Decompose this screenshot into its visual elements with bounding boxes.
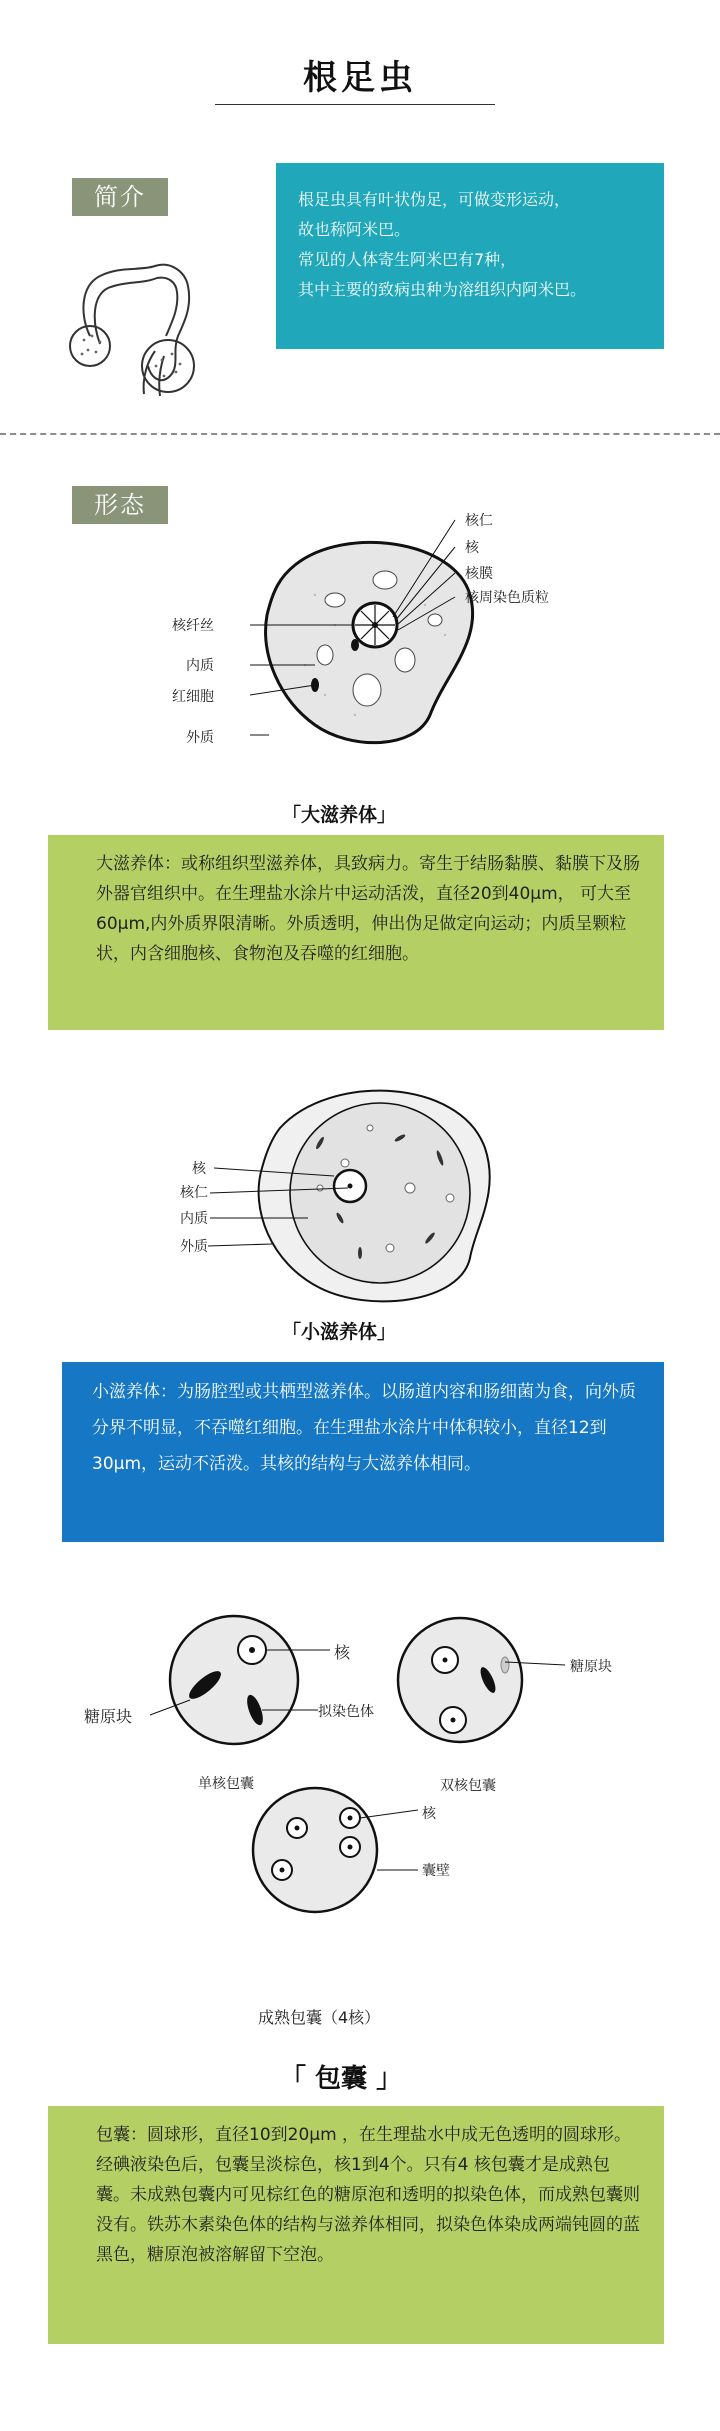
intro-text-box bbox=[276, 163, 664, 349]
label-nucleus: 核 bbox=[192, 1161, 206, 1177]
label-cyst-nucleus-mature: 核 bbox=[422, 1806, 436, 1822]
small-trophozoite-illustration bbox=[250, 1068, 500, 1308]
morphology-tag: 形态 bbox=[72, 486, 168, 524]
label-membrane: 核膜 bbox=[465, 566, 493, 582]
cyst-text: 包囊：圆球形，直径10到20μm ，在生理盐水中成无色透明的圆球形。经碘液染色后，包囊呈淡棕色，核1到4个。只有4 核包囊才是成熟包囊。未成熟包囊内可见棕红色的糖原泡和透明的拟染色体，而成熟包囊则没有。铁苏木素染色体的结构与滋养体相同，拟染色体染成两端钝圆的蓝黑色，糖原泡被溶解留下空泡。 bbox=[48, 2106, 664, 2344]
label-cyst-nucleus: 核 bbox=[334, 1643, 351, 1662]
single-cyst-caption: 单核包囊 bbox=[198, 1776, 254, 1792]
large-trophozoite-illustration bbox=[255, 525, 485, 755]
label-ectoplasm: 外质 bbox=[186, 730, 214, 746]
small-trophozoite-text: 小滋养体：为肠腔型或共栖型滋养体。以肠道内容和肠细菌为食，向外质分界不明显，不吞噬红细胞。在生理盐水涂片中体积较小，直径12到30μm，运动不活泼。其核的结构与大滋养体相同。 bbox=[62, 1362, 664, 1542]
label-cyst-wall: 囊壁 bbox=[422, 1863, 450, 1879]
mature-cyst-caption: 成熟包囊（4核） bbox=[258, 2008, 381, 2027]
large-trophozoite-text: 大滋养体：或称组织型滋养体，具致病力。寄生于结肠黏膜、黏膜下及肠外器官组织中。在生理盐水涂片中运动活泼，直径20到40μm， 可大至60μm,内外质界限清晰。外质透明，伸出伪足做定向运动；内质呈颗粒状，内含细胞核、食物泡及吞噬的红细胞。 bbox=[48, 835, 664, 1030]
label-nucleus: 核 bbox=[465, 540, 479, 556]
intro-tag: 简介 bbox=[72, 178, 168, 216]
cyst-caption: 「 包囊 」 bbox=[280, 2064, 403, 2094]
label-chromatin: 核周染色质粒 bbox=[465, 590, 549, 606]
section-divider bbox=[0, 433, 720, 435]
label-nucleolus: 核仁 bbox=[465, 513, 493, 529]
label-fiber: 核纤丝 bbox=[172, 618, 214, 634]
label-glycogen-left: 糖原块 bbox=[84, 1707, 133, 1726]
intro-line: 故也称阿米巴。 bbox=[298, 220, 411, 239]
label-ectoplasm: 外质 bbox=[180, 1239, 208, 1255]
intestine-illustration bbox=[60, 226, 210, 406]
title-underline bbox=[215, 104, 495, 105]
label-nucleolus: 核仁 bbox=[180, 1185, 208, 1201]
large-trophozoite-caption: 「大滋养体」 bbox=[282, 804, 397, 826]
intro-line: 其中主要的致病虫种为溶组织内阿米巴。 bbox=[298, 280, 587, 299]
label-endoplasm: 内质 bbox=[186, 658, 214, 674]
label-endoplasm: 内质 bbox=[180, 1211, 208, 1227]
label-chromatoid: 拟染色体 bbox=[318, 1704, 374, 1720]
small-trophozoite-caption: 「小滋养体」 bbox=[282, 1321, 397, 1343]
intro-line: 常见的人体寄生阿米巴有7种， bbox=[298, 250, 517, 269]
double-cyst-caption: 双核包囊 bbox=[440, 1778, 496, 1794]
page-title: 根足虫 bbox=[303, 58, 417, 98]
label-rbc: 红细胞 bbox=[172, 689, 214, 705]
label-glycogen-right: 糖原块 bbox=[570, 1659, 612, 1675]
intro-line: 根足虫具有叶状伪足，可做变形运动， bbox=[298, 190, 571, 209]
cysts-illustration bbox=[0, 1600, 720, 1980]
